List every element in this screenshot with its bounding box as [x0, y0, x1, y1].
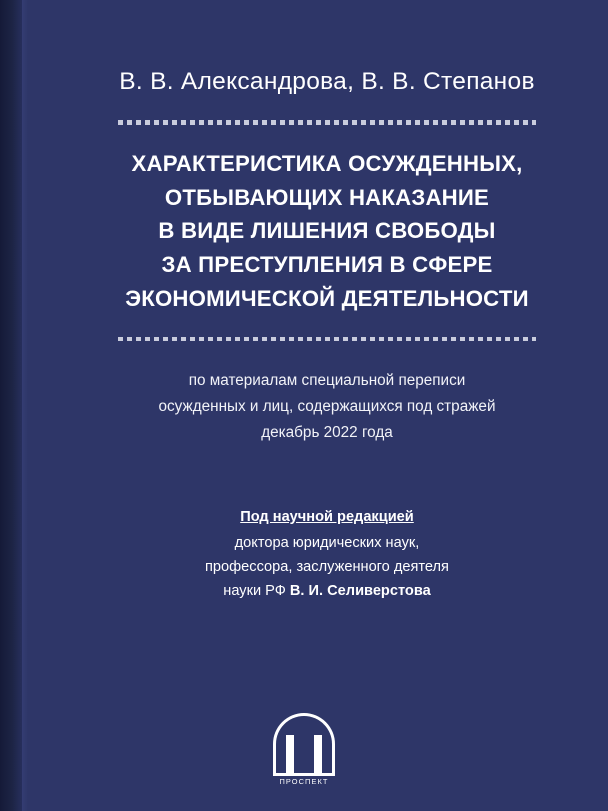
- book-spine: [0, 0, 22, 811]
- editor-block: [112, 505, 542, 604]
- arch-columns-icon: [273, 713, 335, 785]
- publisher-block: [0, 713, 608, 785]
- divider-bottom: [118, 337, 536, 341]
- logo-column-left: [286, 735, 294, 773]
- editor-line-3: [112, 579, 542, 603]
- divider-top: [118, 120, 536, 125]
- subtitle: [112, 368, 542, 447]
- page-title: [112, 147, 542, 316]
- subtitle-line-2: осужденных и лиц, содержащихся под стражей: [158, 397, 496, 415]
- logo-arch: [273, 713, 335, 773]
- logo-column-right: [314, 735, 322, 773]
- subtitle-line-3: декабрь 2022 года: [261, 424, 393, 442]
- title-line-4: ЗА ПРЕСТУПЛЕНИЯ В СФЕРЕ: [161, 252, 493, 278]
- editor-heading: Под научной редакцией: [240, 508, 414, 525]
- subtitle-line-1: по материалам специальной переписи: [188, 371, 466, 389]
- title-line-1: ХАРАКТЕРИСТИКА ОСУЖДЕННЫХ,: [131, 151, 523, 176]
- title-line-3: В ВИДЕ ЛИШЕНИЯ СВОБОДЫ: [158, 218, 496, 244]
- editor-line-2: профессора, заслуженного деятеля: [205, 559, 449, 575]
- editor-name-prefix: науки РФ: [223, 583, 290, 600]
- publisher-name: ПРОСПЕКТ: [279, 777, 329, 786]
- title-line-2: ОТБЫВАЮЩИХ НАКАЗАНИЕ: [164, 184, 490, 210]
- title-line-5: ЭКОНОМИЧЕСКОЙ ДЕЯТЕЛЬНОСТИ: [125, 285, 529, 311]
- logo-base: [273, 773, 335, 776]
- cover-content: [28, 0, 608, 811]
- authors: В. В. Александрова, В. В. Степанов: [119, 68, 535, 95]
- editor-name: В. И. Селиверстова: [289, 583, 431, 600]
- editor-line-1: доктора юридических наук,: [234, 534, 420, 551]
